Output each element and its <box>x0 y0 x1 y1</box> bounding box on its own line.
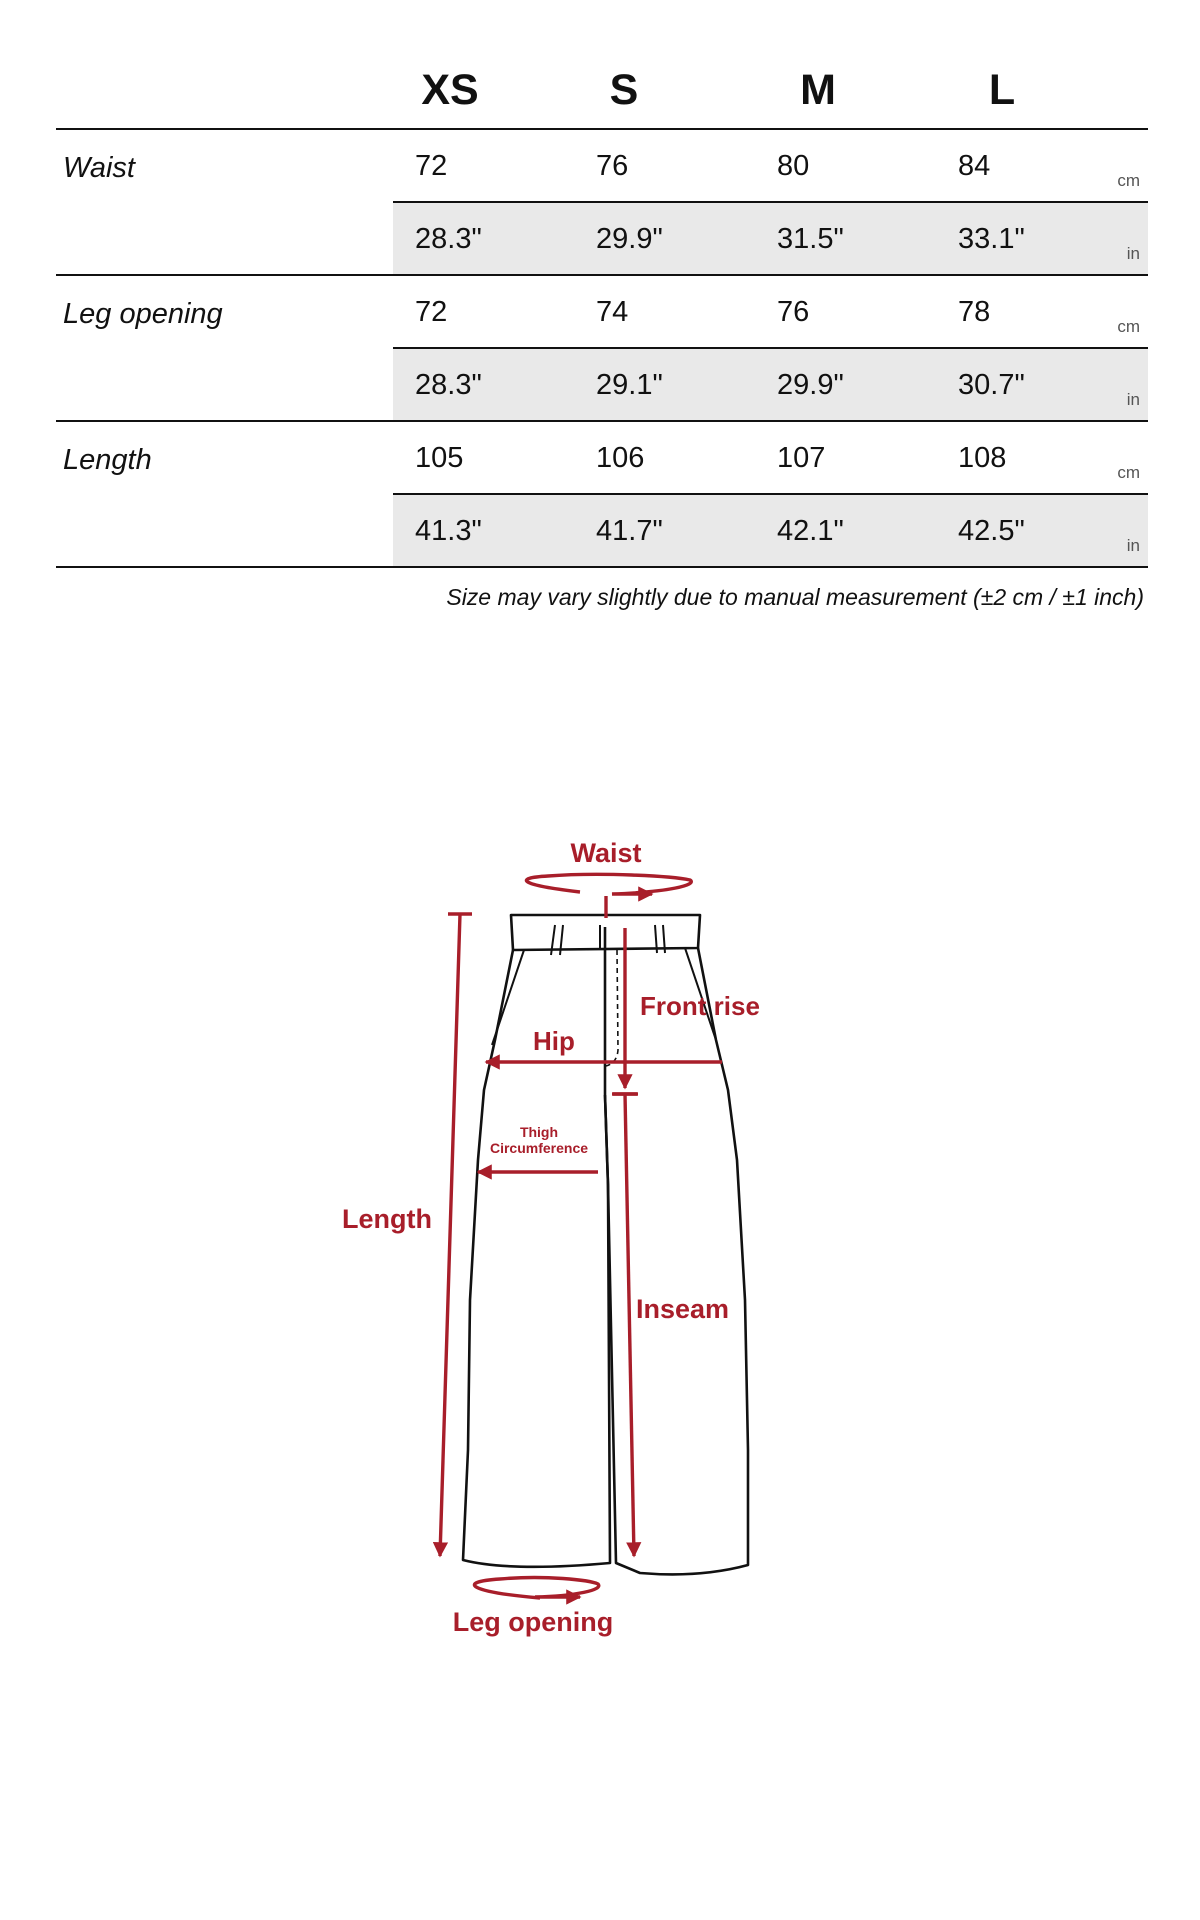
cell-value: 80 <box>777 150 810 182</box>
label-waist: Waist <box>570 838 642 868</box>
cell-value: 105 <box>415 442 464 474</box>
unit-label-cm: cm <box>1117 317 1140 336</box>
cell-value: 29.9" <box>596 223 663 255</box>
pocket-left <box>492 950 524 1045</box>
cell-value: 78 <box>958 296 991 328</box>
unit-label-in: in <box>1126 244 1140 263</box>
unit-label-cm: cm <box>1117 171 1140 190</box>
size-header-l: L <box>988 66 1016 114</box>
size-header-m: M <box>800 66 836 114</box>
label-thigh-line2: Circumference <box>489 1140 589 1156</box>
label-length: Length <box>342 1204 432 1234</box>
cell-value: 41.7" <box>596 515 663 547</box>
cell-value: 74 <box>596 296 629 328</box>
cell-value: 28.3" <box>415 369 482 401</box>
cell-value: 106 <box>596 442 645 474</box>
label-leg-opening: Leg opening <box>452 1607 614 1637</box>
measurement-arrows <box>440 874 722 1598</box>
cell-value: 107 <box>777 442 826 474</box>
size-header-s: S <box>609 66 639 114</box>
cell-value: 84 <box>958 150 991 182</box>
cell-value: 76 <box>596 150 629 182</box>
cell-value: 108 <box>958 442 1007 474</box>
cell-value: 30.7" <box>958 369 1025 401</box>
cell-value: 42.1" <box>777 515 844 547</box>
cell-value: 76 <box>777 296 810 328</box>
leg-opening-arrow <box>474 1578 598 1598</box>
cell-value: 28.3" <box>415 223 482 255</box>
cell-value: 29.1" <box>596 369 663 401</box>
cell-value: 42.5" <box>958 515 1025 547</box>
fly-stitch <box>606 950 618 1066</box>
label-front-rise: Front rise <box>640 991 760 1021</box>
unit-label-in: in <box>1126 390 1140 409</box>
cell-value: 31.5" <box>777 223 844 255</box>
cell-value: 41.3" <box>415 515 482 547</box>
length-arrow <box>440 914 460 1556</box>
label-inseam: Inseam <box>636 1294 730 1324</box>
label-hip: Hip <box>533 1026 575 1056</box>
cell-value: 72 <box>415 150 448 182</box>
size-header-xs: XS <box>421 66 479 114</box>
row-label-leg-opening: Leg opening <box>63 298 223 330</box>
inseam-arrow <box>625 1094 634 1556</box>
row-label-length: Length <box>63 444 152 476</box>
cell-value: 29.9" <box>777 369 844 401</box>
cell-value: 33.1" <box>958 223 1025 255</box>
unit-label-in: in <box>1126 536 1140 555</box>
measurement-note: Size may vary slightly due to manual measurement (±2 cm / ±1 inch) <box>446 584 1144 610</box>
cell-value: 72 <box>415 296 448 328</box>
unit-label-cm: cm <box>1117 463 1140 482</box>
row-label-waist: Waist <box>63 152 135 184</box>
waist-arrow <box>526 874 691 894</box>
label-thigh-line1: Thigh <box>519 1124 559 1140</box>
